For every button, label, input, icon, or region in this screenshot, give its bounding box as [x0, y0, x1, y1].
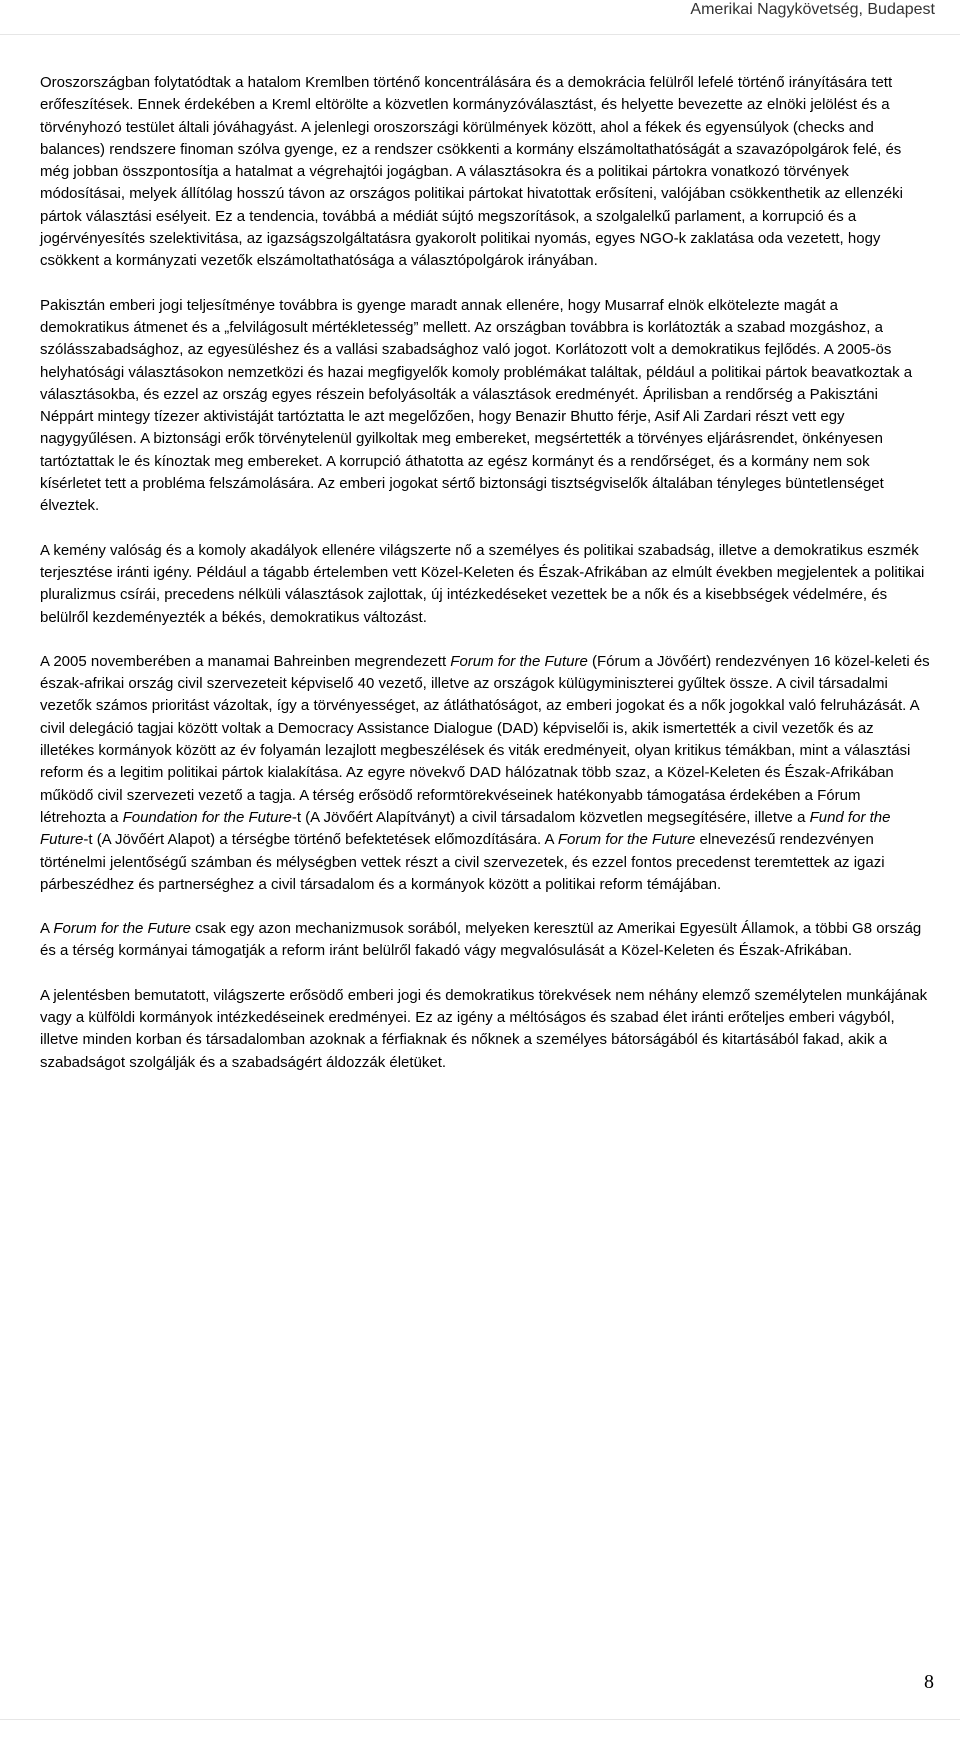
footer-rule — [0, 1719, 960, 1720]
text-segment: (Fórum a Jövőért) rendezvényen 16 közel-keleti és észak-afrikai ország civil szervezeteit képviselő 40 vezető, illetve az országok külügyminiszterei gyűltek össze. A civil társadalmi vezetők számos prioritást vázoltak, így a törvényességet, az átláthatóságot, az emberi jogokat és a nők jogokkal való felruházását. A civil delegáció tagjai között voltak a Democracy Assistance Dialogue (DAD) képviselői is, akik ismertették a civil vezetők és az illetékes kormányok között az év folyamán lezajlott megbeszélések és viták eredményeit, olyan kritikus témákban, mint a választási reform és a legitim politikai pártok kialakítása. Az egyre növekvő DAD hálózatnak több szaz, a Közel-Keleten és Észak-Afrikában működő civil szervezeti vezető a tagja. A térség erősödő reformtörekvéseinek hatékonyabb támogatása érdekében a Fórum létrehozta a — [40, 652, 930, 826]
paragraph — [40, 295, 930, 518]
paragraph — [40, 72, 930, 273]
text-segment: csak egy azon mechanizmusok sorából, melyeken keresztül az Amerikai Egyesült Államok, a többi G8 ország és a térség kormányai támogatják a reform iránt belülről fakadó vágy megvalósulását a Közel-Keleten és Észak-Afrikában. — [40, 920, 922, 960]
header-title: Amerikai Nagykövetség, Budapest — [690, 1, 935, 18]
italic-text-segment: Forum for the Future — [53, 920, 191, 938]
page-number: 8 — [924, 1671, 934, 1693]
document-body — [40, 72, 930, 1096]
text-segment: A — [40, 920, 54, 938]
text-segment: A 2005 novemberében a manamai Bahreinben megrendezett — [40, 652, 451, 670]
italic-text-segment: Foundation for the Future — [122, 808, 292, 826]
text-segment: -t (A Jövőért Alapot) a térségbe történő befektetések előmozdítására. A — [83, 831, 558, 849]
paragraph — [40, 540, 930, 629]
text-segment: Oroszországban folytatódtak a hatalom Kremlben történő koncentrálására és a demokrácia felülről lefelé történő irányítására tett erőfeszítések. Ennek érdekében a Kreml eltörölte a közvetlen kormányzóválasztást, és helyette bevezette az elnöki jelölést és a törvényhozó testület általi jóváhagyást. A jelenlegi oroszországi körülmények között, ahol a fékek és egyensúlyok (checks and balances) rendszere finoman szólva gyenge, ez a rendszer csökkenti a kormány elszámoltathatóságát a szavazópolgárok felé, és még jobban összpontosítja a hatalmat a végrehajtói jogágban. A választásokra és a politikai pártokra vonatkozó törvények módosításai, melyek állítólag hosszú távon az országos politikai pártokat hivatottak erősíteni, valójában csökkenthetik az ellenzéki pártok választási esélyeit. Ez a tendencia, továbbá a médiát sújtó megszorítások, a szolgalelkű parlament, a korrupció és a jogérvényesítés szelektivitása, az igazságszolgáltatásra gyakorolt politikai nyomás, egyes NGO-k zaklatása oda vezetett, hogy csökkent a kormányzati vezetők elszámoltathatósága a választópolgárok irányában. — [40, 74, 903, 270]
italic-text-segment: Forum for the Future — [450, 652, 588, 670]
paragraph — [40, 985, 930, 1074]
italic-text-segment: Forum for the Future — [557, 831, 696, 849]
text-segment: -t (A Jövőért Alapítványt) a civil társadalom közvetlen megsegítésére, illetve a — [291, 808, 810, 826]
text-segment: A kemény valóság és a komoly akadályok ellenére világszerte nő a személyes és politikai szabadság, illetve a demokratikus eszmék terjesztése iránti igény. Például a tágabb értelemben vett Közel-Keleten és Észak-Afrikában az elmúlt években megjelentek a politikai pluralizmus csírái, precedens nélküli választások zajlottak, új intézkedéseket vezettek be a nők és a kisebbségek védelmére, és belülről kezdeményezték a békés, demokratikus változást. — [40, 541, 925, 626]
text-segment: A jelentésben bemutatott, világszerte erősödő emberi jogi és demokratikus törekvések nem néhány elemző személytelen munkájának vagy a külföldi kormányok intézkedéseinek eredményei. Ez az igény a méltóságos és szabad élet iránti erőteljes emberi vágyból, illetve minden korban és társadalomban azoknak a férfiaknak és nőknek a személyes bátorságából és kitartásából fakad, akik a szabadságot szolgálják és a szabadságért áldozzák életüket. — [40, 986, 928, 1071]
page-header — [0, 0, 960, 40]
text-segment: elnevezésű rendezvényen történelmi jelentőségű számban és mélységben vettek részt a civil szervezetek, és ezzel fontos precedenst teremtettek az igazi párbeszédhez és partnerséghez a civil társadalom és a kormányok között a politikai reform témájában. — [40, 831, 885, 893]
paragraph — [40, 918, 930, 963]
header-rule — [0, 34, 960, 35]
paragraph — [40, 651, 930, 896]
italic-text-segment: Fund for the Future — [40, 808, 891, 849]
text-segment: Pakisztán emberi jogi teljesítménye továbbra is gyenge maradt annak ellenére, hogy Musarraf elnök elkötelezte magát a demokratikus átmenet és a „felvilágosult mértékletesség” mellett. Az országban továbbra is korlátozták a szabad mozgáshoz, a szólásszabadsághoz, az egyesüléshez és a vallási szabadsághoz való jogot. Korlátozott volt a demokratikus fejlődés. A 2005-ös helyhatósági választásokon nemzetközi és hazai megfigyelők komoly problémákat találtak, például a politikai pártok beavatkoztak a választásokba, és ezzel az ország egyes részein befolyásolták a választások eredményét. Áprilisban a rendőrség a Pakisztáni Néppárt mintegy tízezer aktivistáját tartóztatta le azt megelőzően, hogy Benazir Bhutto férje, Asif Ali Zardari részt vett egy nagygyűlésen. A biztonsági erők törvénytelenül gyilkoltak meg embereket, megsértették a törvényes eljárásrendet, önkényesen tartóztattak le és kínoztak meg embereket. A korrupció áthatotta az egész kormányt és a rendőrséget, és a kormány nem sok kísérletet tett a probléma felszámolására. Az emberi jogokat sértő biztonsági tisztségviselők általában tényleges büntetlenséget élveztek. — [40, 296, 913, 515]
